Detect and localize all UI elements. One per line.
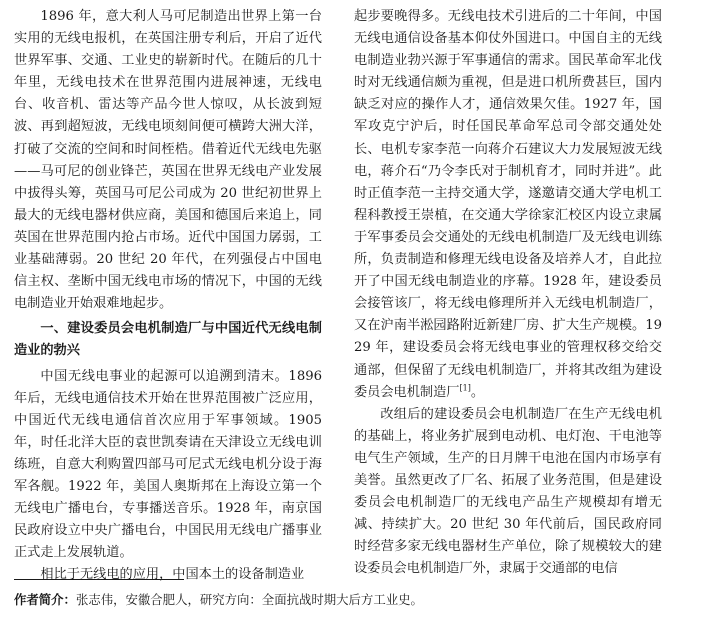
left-column [14,6,322,586]
author-footnote-text: 张志伟，安徽合肥人，研究方向：全面抗战时期大后方工业史。 [75,592,423,607]
section-heading: 一、建设委员会电机制造厂与中国近代无线电制造业的勃兴 [14,321,322,359]
author-footnote [14,591,694,609]
manufacturing-paragraph-continued [354,6,662,404]
manufacturing-paragraph-start: 相比于无线电的应用，中国本土的设备制造业 [40,567,305,583]
manufacturing-paragraph-text: 起步要晚得多。无线电技术引进后的二十年间，中国无线电通信设备基本仰仗外国进口。中国自主的无线电制造业勃兴源于军事通信的需求。国民革命军北伐时对无线通信颇为重视，但是进口机所费甚巨，国内缺乏对应的操作人才，通信效果欠佳。1927 年，国军攻克宁沪后，时任国民革命军总司令部交通处处长、电机专家李范一向蒋介石建议大力发展短波无线电，蒋介石“乃令李氏对于制机育才，同时并进”。此时正值李范一主持交通大学，遂邀请交通大学电机工程科教授王崇植，在交通大学徐家汇校区内设立隶属于军事委员会交通处的无线电机制造厂及无线电训练所，负责制造和修理无线电设备及培养人才，自此拉开了中国无线电制造业的序幕。1928 年，建设委员会接管该厂，将无线电修理所并入无线电机制造厂，又在沪南半淞园路附近新建厂房、扩大生产规模。1929 年，建设委员会将无线电事业的管理权移交给交通部，但保留了无线电机制造厂，并将其改组为建设委员会电机制造厂 [354,9,662,400]
paragraph-end-mark: 。 [470,384,485,400]
intro-paragraph: 1896 年，意大利人马可尼制造出世界上第一台实用的无线电报机，在英国注册专利后，开启了近代世界军事、交通、工业史的崭新时代。在随后的几十年里，无线电技术在世界范围内进展神速，无线电台、收音机、雷达等产品今世人惊叹，从长波到短波、再到超短波，无线电顷刻间便可横跨大洲大洋，打破了交流的空间和时间桎梏。借着近代无线电先驱——马可尼的创业锋芒，英国在世界无线电产业发展中拔得头筹，英国马可尼公司成为 20 世纪初世界上最大的无线电器材供应商，美国和德国后来追上，同英国在世界范围内抢占市场。近代中国国力孱弱，工业基础薄弱。20 世纪 20 年代，在列强侵占中国电信主权、垄断中国无线电市场的情况下，中国的无线电制造业开始艰难地起步。 [14,9,322,312]
reorganization-paragraph: 改组后的建设委员会电机制造厂在生产无线电机的基础上，将业务扩展到电动机、电灯泡、干电池等电气生产领域，生产的日月牌干电池在国内市场享有美誉。虽然更改了厂名、拓展了业务范围，但是建设委员会电机制造厂的无线电产品生产规模却有增无减、持续扩大。20 世纪 30 年代前后，国民政府同时经营多家无线电器材生产单位，除了规模较大的建设委员会电机制造厂外，隶属于交通部的电信 [354,406,662,577]
right-column [354,6,662,580]
citation-marker: [1] [459,383,471,393]
origin-paragraph: 中国无线电事业的起源可以追溯到清末。1896 年后，无线电通信技术开始在世界范围被广泛应用，中国近代无线电通信首次应用于军事领域。1905 年，时任北洋大臣的袁世凯奏请在天津设立无线电训练班，自意大利购置四部马可尼式无线电机分设于海军各舰。1922 年，美国人奥斯邦在上海设立第一个无线电广播电台，专事播送音乐。1928 年，南京国民政府设立中央广播电台，中国民用无线电广播事业正式走上发展轨道。 [14,368,322,561]
author-footnote-label: 作者简介： [14,592,76,607]
footnote-divider [14,579,184,580]
